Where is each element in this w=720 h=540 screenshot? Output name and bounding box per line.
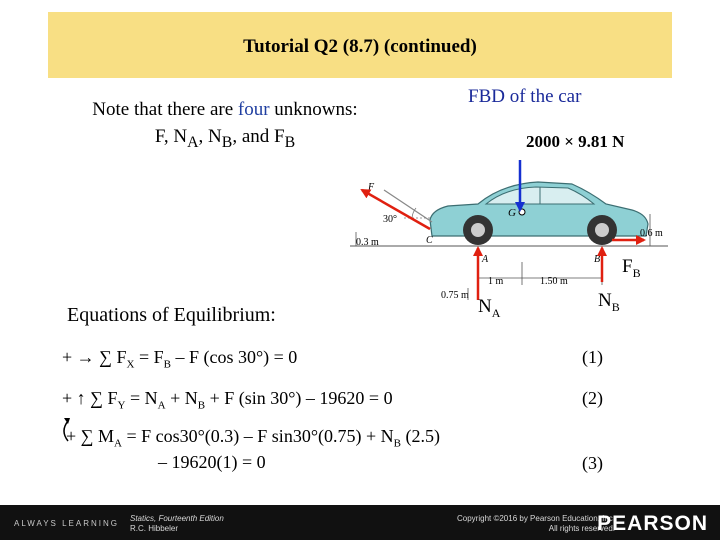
point-c-label: C (426, 235, 433, 246)
dim-150m-label: 1.50 m (540, 276, 568, 287)
note-text: , and F (232, 126, 285, 147)
point-a-label: A (482, 254, 489, 265)
point-b-label: B (594, 254, 601, 265)
rear-wheel-hub (471, 223, 485, 237)
equation-2-number: (2) (582, 388, 603, 408)
dim-1m-label: 1 m (488, 276, 504, 287)
equation-3-number: (3) (582, 453, 603, 473)
always-learning-text: ALWAYS LEARNING (14, 519, 119, 528)
book-title: Statics, Fourteenth Edition (130, 514, 224, 523)
note-accent-word: four (237, 99, 270, 120)
note-text: Note that there are (92, 99, 238, 120)
dim-left-label: 0.3 m (356, 237, 379, 248)
angle-label: 30° (383, 214, 397, 225)
pearson-logo: PEARSON (597, 512, 708, 535)
na-label: $N_A$ (478, 296, 501, 320)
equation-1-number: (1) (582, 347, 603, 367)
copyright-text: Copyright ©2016 by Pearson Education, Inc. (457, 514, 615, 523)
rights-text: All rights reserved. (548, 524, 615, 533)
slide-title: Tutorial Q2 (8.7) (continued) (243, 36, 477, 57)
note-sub: B (284, 133, 296, 151)
fb-label: $F_B$ (622, 256, 641, 280)
equations-heading: Equations of Equilibrium: (67, 304, 276, 326)
note-sub: B (221, 133, 233, 151)
dim-075m-label: 0.75 m (441, 290, 469, 301)
fbd-title: FBD of the car (468, 86, 582, 107)
dim-right-label: 0.6 m (640, 228, 663, 239)
copyright-info (457, 514, 615, 534)
equation-1: + → ∑ $F_X = F_B - F$ (cos 30°) = 0 (62, 347, 298, 371)
equation-2: + ↑ ∑ $F_Y = N_A + N_B + F$ (sin 30°) – 19620 = 0 (62, 388, 393, 412)
book-info (130, 514, 224, 534)
point-g-label: G (508, 207, 516, 219)
note-text: unknowns: (269, 99, 358, 120)
note-text: F, N (154, 126, 188, 147)
force-F-label: F (368, 182, 375, 193)
weight-label: 2000 × 9.81 N (526, 132, 625, 151)
note-sub: A (187, 133, 199, 151)
nb-label: $N_B$ (598, 290, 620, 314)
note-text: , N (198, 126, 222, 147)
equation-3-line-2: – 19620(1) = 0 (158, 452, 266, 472)
book-author: R.C. Hibbeler (130, 524, 179, 533)
footer-bar (0, 505, 720, 540)
equation-3: + ∑ $M_A = F$ cos30°(0.3) – F $\sin 30^\circ(0.75) + N_B$ (2.5) (66, 426, 440, 450)
front-wheel-hub (595, 223, 609, 237)
